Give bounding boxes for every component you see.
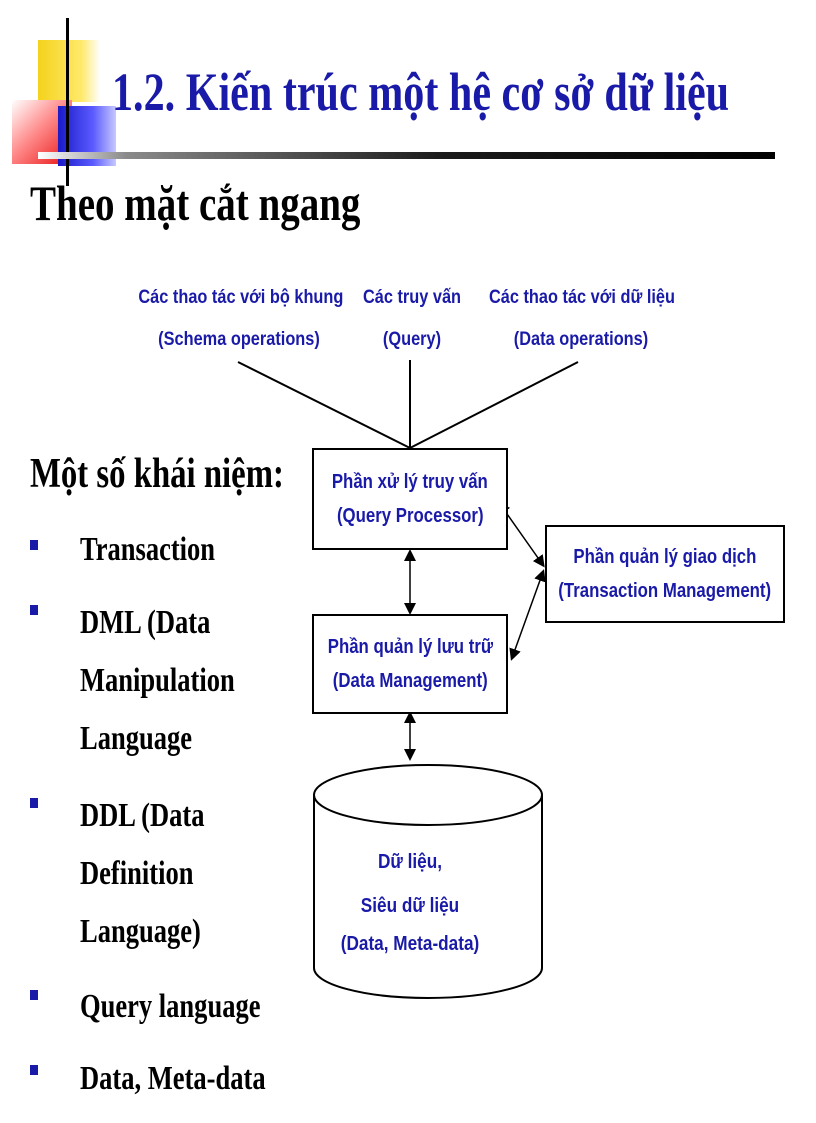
db-label-line3: (Data, Meta-data) xyxy=(340,931,480,955)
bullet-marker xyxy=(30,990,38,1000)
slide-subtitle: Theo mặt cắt ngang xyxy=(30,175,361,231)
schema-ops-label: Các thao tác với bộ khung xyxy=(138,287,344,308)
transaction-manager-box xyxy=(545,525,785,623)
schema-ops-sublabel: (Schema operations) xyxy=(158,329,320,350)
data-ops-label: Các thao tác với dữ liệu xyxy=(488,287,675,308)
database-cylinder xyxy=(314,765,542,998)
concept-transaction: Transaction xyxy=(80,531,216,568)
db-label-line1: Dữ liệu, xyxy=(377,849,443,873)
bullet-marker xyxy=(30,540,38,550)
concept-query-language: Query language xyxy=(80,988,261,1025)
query-label: Các truy vấn xyxy=(362,287,462,308)
slide-title: 1.2. Kiến trúc một hệ cơ sở dữ liệu xyxy=(112,62,730,122)
storage-manager-sublabel: (Data Management) xyxy=(332,670,488,692)
transaction-manager-sublabel: (Transaction Management) xyxy=(558,580,772,602)
storage-transaction-arrow xyxy=(512,572,543,658)
concept-data-metadata: Data, Meta-data xyxy=(80,1060,266,1097)
data-input-line xyxy=(410,362,578,448)
bullet-marker xyxy=(30,605,38,615)
concept-ddl: DDL (Data Definition Language) xyxy=(80,797,205,950)
query-processor-sublabel: (Query Processor) xyxy=(336,505,484,527)
concept-dml: DML (Data Manipulation Language xyxy=(80,604,235,757)
query-processor-label: Phần xử lý truy vấn xyxy=(332,471,488,493)
query-processor-box xyxy=(312,448,508,550)
bullet-marker xyxy=(30,1065,38,1075)
bullet-marker xyxy=(30,798,38,808)
storage-manager-box xyxy=(312,614,508,714)
query-sublabel: (Query) xyxy=(382,329,442,350)
data-ops-sublabel: (Data operations) xyxy=(513,329,649,350)
db-label-line2: Siêu dữ liệu xyxy=(360,893,460,917)
concepts-heading: Một số khái niệm: xyxy=(30,451,284,497)
transaction-manager-label: Phần quản lý giao dịch xyxy=(573,546,757,568)
schema-input-line xyxy=(238,362,410,448)
storage-manager-label: Phần quản lý lưu trữ xyxy=(327,636,493,658)
